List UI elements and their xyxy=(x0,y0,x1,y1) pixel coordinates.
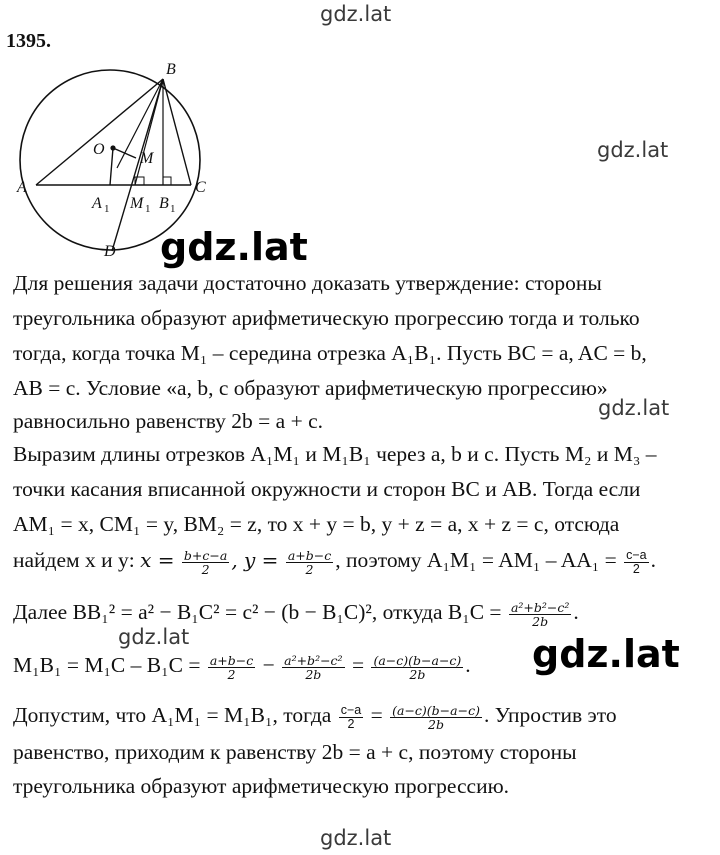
fraction-lhs xyxy=(339,704,364,731)
frac-num: (a−c)(b−a−c) xyxy=(373,652,462,668)
text-line-1: Для решения задачи достаточно доказать утверждение: стороны xyxy=(13,271,602,295)
watermark: gdz.lat xyxy=(597,138,669,162)
frac-num: c−a xyxy=(626,547,647,562)
text-line-10 xyxy=(13,597,713,628)
text-line-9 xyxy=(13,545,713,576)
text-line-12 xyxy=(13,700,713,731)
label-o: O xyxy=(93,141,105,158)
watermark: gdz.lat xyxy=(598,396,670,420)
y-lhs: , y = xyxy=(231,548,279,572)
problem-number: 1395. xyxy=(6,30,51,52)
x-lhs: x = xyxy=(140,548,175,572)
frac-den: 2 xyxy=(227,666,236,682)
label-b: B xyxy=(166,61,176,78)
text-line-6: Выразим длины отрезков A₁M₁ и M₁B₁ через a, b и c. Пусть M₂ и M₃ – xyxy=(13,442,657,466)
fraction-rhs xyxy=(390,704,482,731)
frac-num: c−a xyxy=(340,702,362,717)
frac-den: 2 xyxy=(201,561,210,577)
frac-den: 2 xyxy=(305,561,314,577)
label-b1-sub: 1 xyxy=(170,203,176,215)
fraction-b1c xyxy=(509,601,571,628)
text-line-4: AB = c. Условие «a, b, c образуют арифметическую прогрессию» xyxy=(13,376,608,400)
text-line-13: равенство, приходим к равенству 2b = a + c, поэтому стороны xyxy=(13,740,577,764)
fraction-y xyxy=(286,549,333,576)
text-line-3: тогда, когда точка M₁ – середина отрезка A₁B₁. Пусть BC = a, AC = b, xyxy=(13,341,647,365)
line9-mid: , поэтому A₁M₁ = AM₁ – AA₁ = xyxy=(335,548,623,572)
fraction-m1c xyxy=(208,654,255,681)
period: . xyxy=(465,653,471,677)
fraction-a1m1 xyxy=(624,549,649,576)
side-bc xyxy=(163,79,191,185)
frac-num: a²+b²−c² xyxy=(510,599,570,615)
frac-den: 2b xyxy=(409,666,426,682)
label-m1: M xyxy=(130,195,144,212)
point-o xyxy=(110,145,115,150)
watermark: gdz.lat xyxy=(160,225,308,269)
equals-sign: = xyxy=(365,703,389,727)
circumcircle xyxy=(20,70,200,250)
label-d: D xyxy=(104,243,116,260)
label-b1: B xyxy=(159,195,169,212)
watermark: gdz.lat xyxy=(528,632,684,676)
line11-start: M₁B₁ = M₁C – B₁C = xyxy=(13,653,206,677)
period: . xyxy=(573,600,579,624)
frac-num: a+b−c xyxy=(287,547,332,563)
minus-sign: − xyxy=(257,653,281,677)
label-m1-sub: 1 xyxy=(145,203,151,215)
segment-oa1 xyxy=(110,148,113,185)
line-om xyxy=(113,148,136,158)
label-c: C xyxy=(195,179,206,196)
period: . xyxy=(650,548,657,572)
frac-den: 2b xyxy=(428,716,445,732)
line10-start: Далее BB₁² = a² − B₁C² = c² − (b − B₁C)², откуда B₁C = xyxy=(13,600,507,624)
label-m: M xyxy=(140,150,154,167)
watermark: gdz.lat xyxy=(320,2,392,26)
label-a1: A xyxy=(92,195,102,212)
frac-den: 2 xyxy=(347,716,355,731)
watermark: gdz.lat xyxy=(320,826,392,850)
fraction-m1b1 xyxy=(371,654,463,681)
text-line-2: треугольника образуют арифметическую прогрессию тогда и только xyxy=(13,306,640,330)
side-ab xyxy=(36,79,163,185)
equals-sign: = xyxy=(346,653,370,677)
text-line-8: AM₁ = x, CM₁ = y, BM₂ = z, то x + y = b, y + z = a, x + z = c, отсюда xyxy=(13,512,620,536)
fraction-x xyxy=(182,549,229,576)
label-a1-sub: 1 xyxy=(104,203,110,215)
text-line-5: равносильно равенству 2b = a + c. xyxy=(13,409,324,433)
line-bd xyxy=(112,79,163,251)
frac-num: a+b−c xyxy=(209,652,254,668)
line9-start: найдем x и y: xyxy=(13,548,141,572)
line12-start: Допустим, что A₁M₁ = M₁B₁, тогда xyxy=(13,703,337,727)
right-angle-mark-b1 xyxy=(163,177,171,185)
label-a: A xyxy=(17,179,27,196)
frac-num: a²+b²−c² xyxy=(284,652,343,668)
frac-num: (a−c)(b−a−c) xyxy=(392,702,480,718)
text-line-14: треугольника образуют арифметическую прогрессию. xyxy=(13,774,510,798)
line12-end: . Упростив это xyxy=(483,703,617,727)
text-line-7: точки касания вписанной окружности и сторон BC и AB. Тогда если xyxy=(13,477,641,501)
watermark: gdz.lat xyxy=(118,625,190,649)
frac-den: 2 xyxy=(632,561,640,576)
line-bm1 xyxy=(135,79,163,185)
frac-den: 2b xyxy=(305,666,322,682)
fraction-b1c-2 xyxy=(282,654,344,681)
frac-num: b+c−a xyxy=(183,547,228,563)
frac-den: 2b xyxy=(532,613,549,629)
